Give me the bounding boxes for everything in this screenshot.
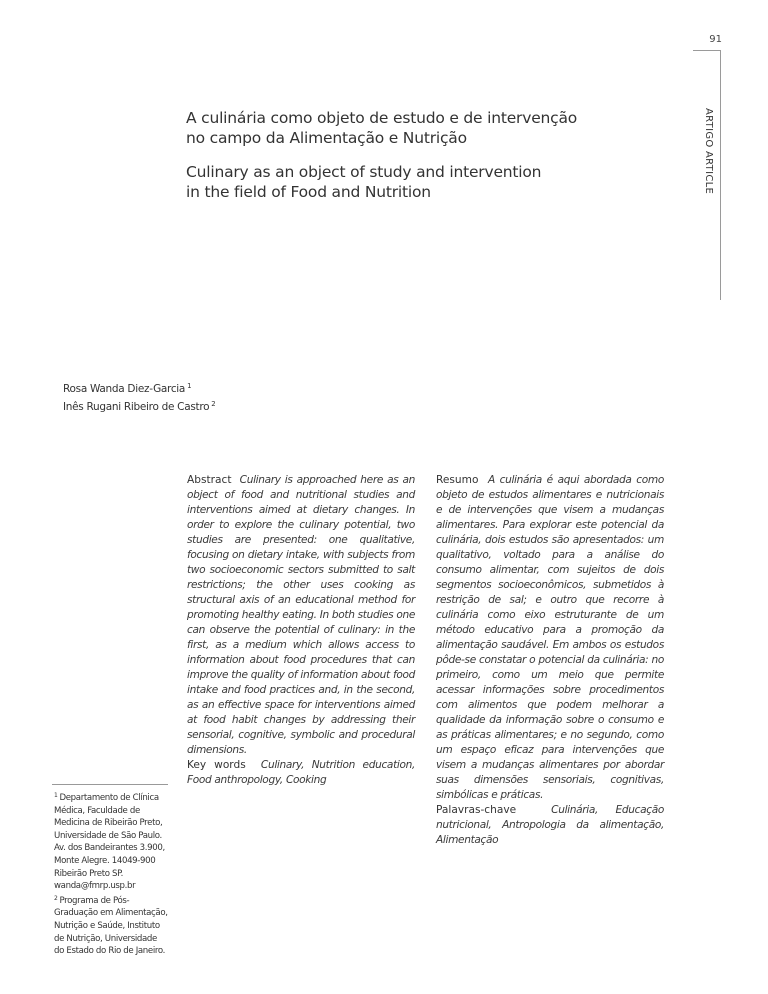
resumo-label: Resumo xyxy=(436,474,479,486)
author-name: Rosa Wanda Diez-Garcia xyxy=(63,383,186,395)
affiliation-mark: 1 xyxy=(187,382,192,390)
page-number: 91 xyxy=(709,34,722,45)
resumo-column xyxy=(436,473,664,848)
resumo-text: A culinária é aqui abordada como objeto de estudos alimentares e nutricionais e de intervenções que visem a mudanças alimentares. Para explorar este potencial da culinária, dois estudos são apresentados: um qualitativo, voltado para a análise do consumo alimentar, com sujeitos de dois segmentos socioeconômicos, submetidos à restrição de sal; e outro que recorre à culinária como eixo estruturante de um método educativo para a promoção da alimentação saudável. Em ambos os estudos pôde-se constatar o potencial da culinária: no primeiro, como um meio que permite acessar informações sobre procedimentos com alimentos que podem melhorar a qualidade da informação sobre o consumo e as práticas alimentares; e no segundo, como um espaço eficaz para intervenções que visem a mudanças alimentares por abordar suas dimensões sensoriais, cognitivas, simbólicas e práticas. xyxy=(436,474,664,801)
abstract-label: Abstract xyxy=(187,474,232,486)
header-rule-vertical xyxy=(720,50,721,300)
abstract-column xyxy=(187,473,415,788)
abstract-text: Culinary is approached here as an object of food and nutritional studies and interventions aimed at dietary changes. In order to explore the culinary potential, two studies are presented: one qualitative, focusing on dietary intake, with subjects from two socioeconomic sectors submitted to salt restrictions; the other uses cooking as structural axis of an educational method for promoting healthy eating. In both studies one can observe the potential of culinary: in the first, as a medium which allows access to information about food procedures that can improve the quality of information about food intake and food practices and, in the second, as an effective space for interventions aimed at food habit changes by addressing their sensorial, cognitive, symbolic and procedural dimensions. xyxy=(187,474,415,756)
title-line: Culinary as an object of study and intervention xyxy=(186,163,542,181)
author xyxy=(63,397,215,415)
section-label-text: ARTIGO ARTICLE xyxy=(703,108,714,195)
affiliation-footnotes xyxy=(54,790,172,958)
keywords-text: Culinária, Educação nutricional, Antropologia da alimentação, Alimentação xyxy=(436,804,664,846)
section-label xyxy=(700,108,714,195)
header-rule-horizontal xyxy=(693,50,721,51)
footnote-text: Departamento de Clínica Médica, Faculdade de Medicina de Ribeirão Preto, Universidade de São Paulo. Av. dos Bandeirantes 3.900, Monte Alegre. 14049-900 Ribeirão Preto SP. wanda@fmrp.usp.br xyxy=(54,793,165,892)
resumo-keywords xyxy=(436,803,664,848)
title-portuguese xyxy=(186,108,577,148)
author-name: Inês Rugani Ribeiro de Castro xyxy=(63,401,210,413)
footnote-mark: 2 xyxy=(54,894,58,902)
title-line: in the field of Food and Nutrition xyxy=(186,183,431,201)
author-list xyxy=(63,379,215,415)
footnote-rule xyxy=(52,784,168,785)
title-english xyxy=(186,162,541,202)
footnote-mark: 1 xyxy=(54,792,58,799)
keywords-text: Culinary, Nutrition education, Food anthropology, Cooking xyxy=(187,759,415,786)
abstract-keywords xyxy=(187,758,415,788)
keywords-label: Palavras-chave xyxy=(436,804,517,816)
keywords-label: Key words xyxy=(187,759,246,771)
footnote xyxy=(54,893,172,958)
footnote xyxy=(54,790,172,893)
affiliation-mark: 2 xyxy=(211,400,216,408)
title-line: no campo da Alimentação e Nutrição xyxy=(186,129,467,147)
title-line: A culinária como objeto de estudo e de intervenção xyxy=(186,109,578,127)
author xyxy=(63,379,215,397)
footnote-text: Programa de Pós- Graduação em Alimentação, Nutrição e Saúde, Instituto de Nutrição, Universidade do Estado do Rio de Janeiro. xyxy=(54,895,168,957)
